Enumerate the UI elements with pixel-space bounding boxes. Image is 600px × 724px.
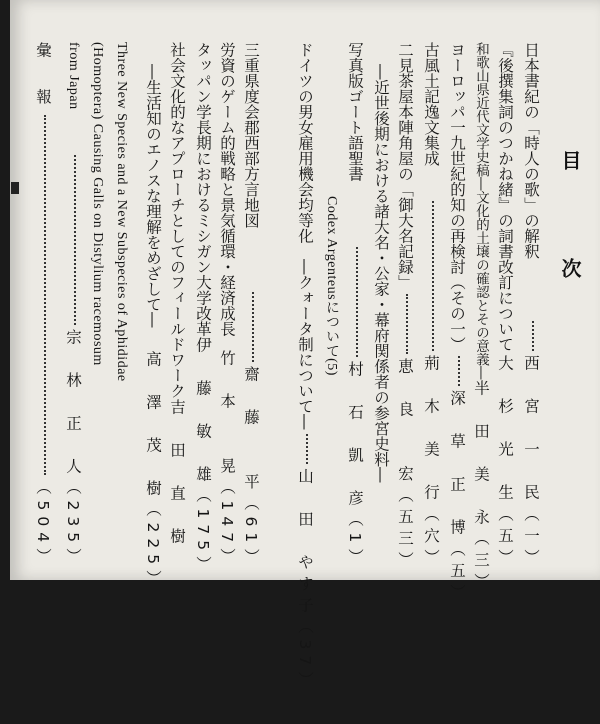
binding-mark	[11, 182, 19, 194]
entry-page: （五）	[496, 505, 514, 570]
toc-entry	[520, 42, 542, 570]
entry-page: （147）	[218, 479, 236, 570]
toc-entry	[470, 42, 492, 595]
entry-title: 写真版ゴート語聖書	[346, 42, 364, 182]
leader-dots	[353, 247, 358, 357]
entry-page: （175）	[194, 487, 212, 578]
toc-entry-latin	[86, 42, 108, 570]
entry-page: （穴）	[422, 505, 440, 570]
leader-dots	[71, 155, 76, 325]
toc-entry	[420, 42, 442, 570]
toc-entry	[240, 42, 262, 570]
entry-title: 古風土記逸文集成	[422, 42, 440, 166]
toc-entry	[142, 64, 164, 592]
entry-page: （235）	[64, 479, 82, 570]
entry-page: （504）	[34, 479, 52, 570]
entry-title: ヨーロッパ一九世紀的知の再検討（その一）	[448, 42, 466, 352]
entry-title: 二見茶屋本陣角屋の「御大名記録」	[396, 42, 414, 290]
entry-subtitle: ―生活知のエノスな理解をめざして―	[144, 64, 162, 328]
toc-entry	[192, 42, 214, 578]
entry-page: （37）	[296, 618, 314, 693]
leader-dots	[455, 356, 460, 386]
entry-author: 村 石 凱 彦	[346, 360, 364, 512]
entry-author: 山 田 やす子	[296, 467, 314, 618]
leader-dots	[303, 434, 308, 464]
toc-subtitle	[320, 196, 342, 724]
toc-entry	[32, 42, 54, 570]
entry-author: 大 杉 光 生	[496, 355, 514, 506]
leader-dots	[529, 321, 534, 351]
toc-entry	[294, 42, 316, 693]
entry-title: 日本書紀の「時人の歌」の解釈	[522, 42, 540, 259]
entry-title: 和歌山県近代文学史稿―文化的土壌の確認とその意義―	[473, 42, 489, 380]
page-title: 目 次	[558, 150, 582, 312]
entry-title: (Homoptera) Causing Galls on Distylium racemosum	[90, 42, 105, 366]
toc-entry	[166, 42, 188, 570]
toc-page	[10, 0, 600, 693]
entry-page: （五三）	[396, 487, 414, 573]
leader-dots	[429, 201, 434, 351]
entry-title: 『後撰集詞のつかね緒』の詞書改訂について	[496, 42, 514, 352]
leader-dots	[41, 115, 46, 475]
toc-entry-latin	[110, 42, 132, 570]
leader-dots	[249, 292, 254, 362]
toc-entry	[216, 42, 238, 570]
entry-author: 半 田 美 永	[472, 379, 490, 530]
entry-title: タッパン学長期におけるミシガン大学改革	[194, 42, 212, 337]
entry-author: 荊 木 美 行	[422, 355, 440, 506]
entry-title: 労資のゲーム的戦略と景気循環・経済成長	[218, 42, 236, 337]
entry-page: （三）	[472, 530, 490, 595]
leader-dots	[403, 294, 408, 354]
toc-entry	[494, 42, 516, 570]
entry-author: 宗 林 正 人	[64, 328, 82, 480]
entry-author: 深 草 正 博	[448, 390, 466, 541]
entry-page: （61）	[242, 495, 260, 570]
entry-author: 西 宮 一 民	[522, 355, 540, 506]
entry-title: from Japan	[66, 42, 81, 110]
entry-author: 吉 田 直 樹	[168, 398, 186, 549]
entry-title: Three New Species and a New Subspecies of Aphididae	[114, 42, 129, 382]
entry-author: 齋 藤 平	[242, 366, 260, 496]
entry-page: （五）	[448, 540, 466, 605]
entry-title: 彙 報	[34, 42, 52, 104]
entry-subtitle: Codex Argenteusについて(5)	[324, 196, 339, 376]
entry-author: 高 澤 茂 樹	[144, 350, 162, 502]
entry-page: （225）	[144, 501, 162, 592]
entry-title: 三重県度会郡西部方言地図	[242, 42, 260, 228]
entry-subtitle: ―近世後期における諸大名・公家・幕府関係者の参宮史料―	[372, 64, 390, 483]
toc-entry	[446, 42, 468, 605]
entry-page: （1）	[346, 511, 364, 570]
entry-author: 竹 本 晃	[218, 350, 236, 480]
entry-title: 社会文化的なアプローチとしてのフィールドワーク	[168, 42, 186, 399]
toc-entry	[394, 42, 416, 573]
toc-subtitle	[370, 64, 392, 592]
entry-title: ドイツの男女雇用機会均等化 ―クォータ制について―	[296, 42, 314, 430]
toc-entry-latin	[62, 42, 84, 570]
entry-author: 恵 良 宏	[396, 358, 414, 487]
entry-author: 伊 藤 敏 雄	[194, 336, 212, 487]
entry-page: （一）	[522, 505, 540, 570]
toc-entry	[344, 42, 366, 570]
